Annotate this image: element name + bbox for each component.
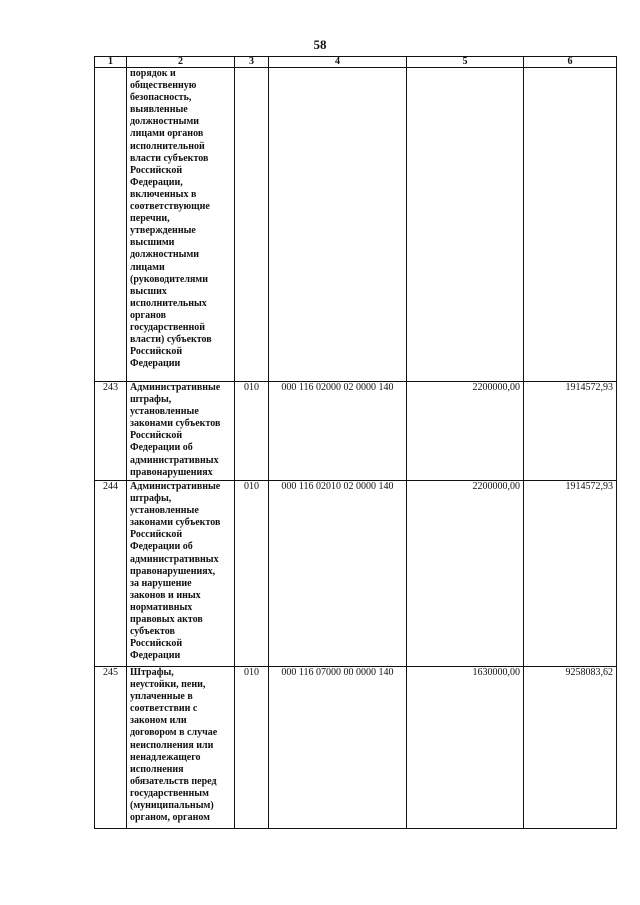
column-header-2: 2 [127,57,235,68]
row-actual-amount: 1914572,93 [524,382,617,481]
row-budget-code [269,68,407,382]
row-budget-code: 000 116 02000 02 0000 140 [269,382,407,481]
row-name: Административные штрафы, установленные законами субъектов Российской Федерации об административных правонарушениях [127,382,235,481]
row-name: Административные штрафы, установленные законами субъектов Российской Федерации об административных правонарушениях, за нарушение законов и иных нормативных правовых актов субъектов Российской Федерации [127,481,235,667]
page-number: 58 [313,37,327,52]
column-header-4: 4 [269,57,407,68]
row-number: 244 [95,481,127,667]
row-number: 245 [95,667,127,829]
row-admin-code [235,68,269,382]
row-actual-amount: 9258083,62 [524,667,617,829]
column-header-1: 1 [95,57,127,68]
budget-revenue-table [94,56,617,829]
row-number [95,68,127,382]
row-budget-code: 000 116 07000 00 0000 140 [269,667,407,829]
column-header-6: 6 [524,57,617,68]
row-plan-amount: 2200000,00 [407,382,524,481]
table-row [95,382,617,481]
row-admin-code: 010 [235,382,269,481]
row-plan-amount: 2200000,00 [407,481,524,667]
row-actual-amount [524,68,617,382]
table-header-row [95,57,617,68]
row-admin-code: 010 [235,667,269,829]
row-plan-amount [407,68,524,382]
row-name: порядок и общественную безопасность, выявленные должностными лицами органов исполнительной власти субъектов Российской Федерации, включенных в соответствующие перечни, утвержденные высшими должностными лицами (руководителями высших исполнительных органов государственной власти) субъектов Российской Федерации [127,68,235,382]
table-row [95,481,617,667]
row-actual-amount: 1914572,93 [524,481,617,667]
column-header-5: 5 [407,57,524,68]
row-number: 243 [95,382,127,481]
column-header-3: 3 [235,57,269,68]
table-row [95,68,617,382]
table-row [95,667,617,829]
row-admin-code: 010 [235,481,269,667]
row-budget-code: 000 116 02010 02 0000 140 [269,481,407,667]
row-name: Штрафы, неустойки, пени, уплаченные в соответствии с законом или договором в случае неисполнения или ненадлежащего исполнения обязательств перед государственным (муниципальным) органом, органом [127,667,235,829]
row-plan-amount: 1630000,00 [407,667,524,829]
